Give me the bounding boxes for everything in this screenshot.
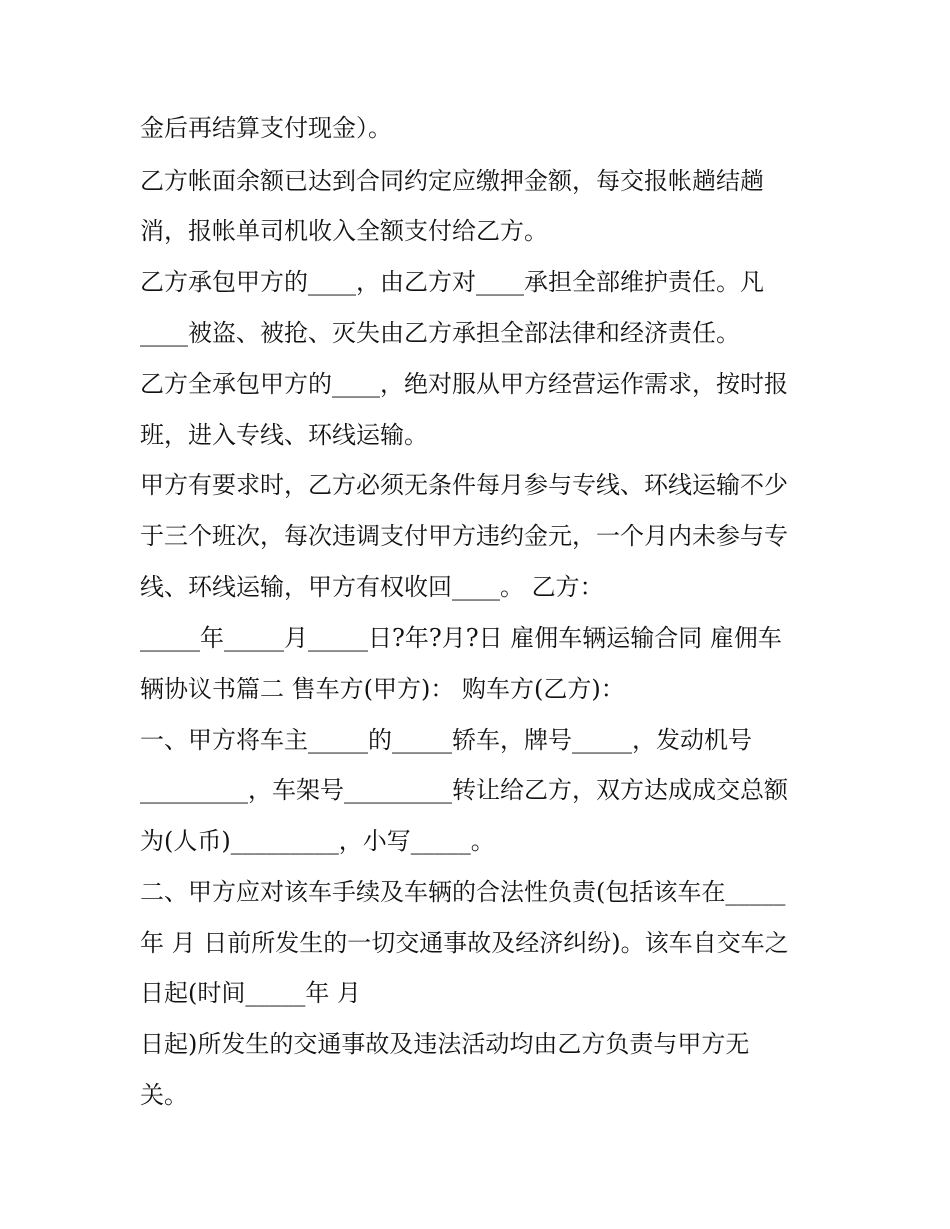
text-line: 年 月 日前所发生的一切交通事故及经济纠纷)。该车自交车之 bbox=[140, 929, 789, 957]
text-line: _________，车架号_________转让给乙方，双方达成成交总额 bbox=[140, 776, 788, 804]
text-line: 为(人币)_________，小写_____。 bbox=[140, 827, 495, 855]
text-line: 日起)所发生的交通事故及违法活动均由乙方负责与甲方无 bbox=[140, 1030, 750, 1058]
text-line: 班，进入专线、环线运输。 bbox=[140, 421, 428, 449]
text-line: 于三个班次，每次违调支付甲方违约金元，一个月内未参与专 bbox=[140, 522, 788, 550]
text-line: 消，报帐单司机收入全额支付给乙方。 bbox=[140, 217, 548, 245]
text-line: 辆协议书篇二 售车方(甲方)： 购车方(乙方)： bbox=[140, 675, 625, 703]
text-line: 乙方帐面余额已达到合同约定应缴押金额，每交报帐趟结趟 bbox=[140, 167, 764, 195]
text-line: 金后再结算支付现金）。 bbox=[140, 114, 392, 142]
text-line: _____年_____月_____日?年?月?日 雇佣车辆运输合同 雇佣车 bbox=[140, 624, 782, 652]
text-line: 一、甲方将车主_____的_____轿车，牌号_____，发动机号 bbox=[140, 726, 752, 754]
text-line: 关。 bbox=[140, 1081, 188, 1109]
text-line: 乙方全承包甲方的____，绝对服从甲方经营运作需求，按时报 bbox=[140, 370, 788, 398]
text-line: 二、甲方应对该车手续及车辆的合法性负责(包括该车在_____ bbox=[140, 878, 786, 906]
text-line: 线、环线运输，甲方有权收回____。 乙方： bbox=[140, 573, 604, 601]
text-line: ____被盗、被抢、灭失由乙方承担全部法律和经济责任。 bbox=[140, 319, 740, 347]
text-line: 乙方承包甲方的____，由乙方对____承担全部维护责任。凡 bbox=[140, 268, 764, 296]
text-line: 甲方有要求时，乙方必须无条件每月参与专线、环线运输不少 bbox=[140, 471, 788, 499]
text-line: 日起(时间_____年 月 bbox=[140, 979, 361, 1007]
